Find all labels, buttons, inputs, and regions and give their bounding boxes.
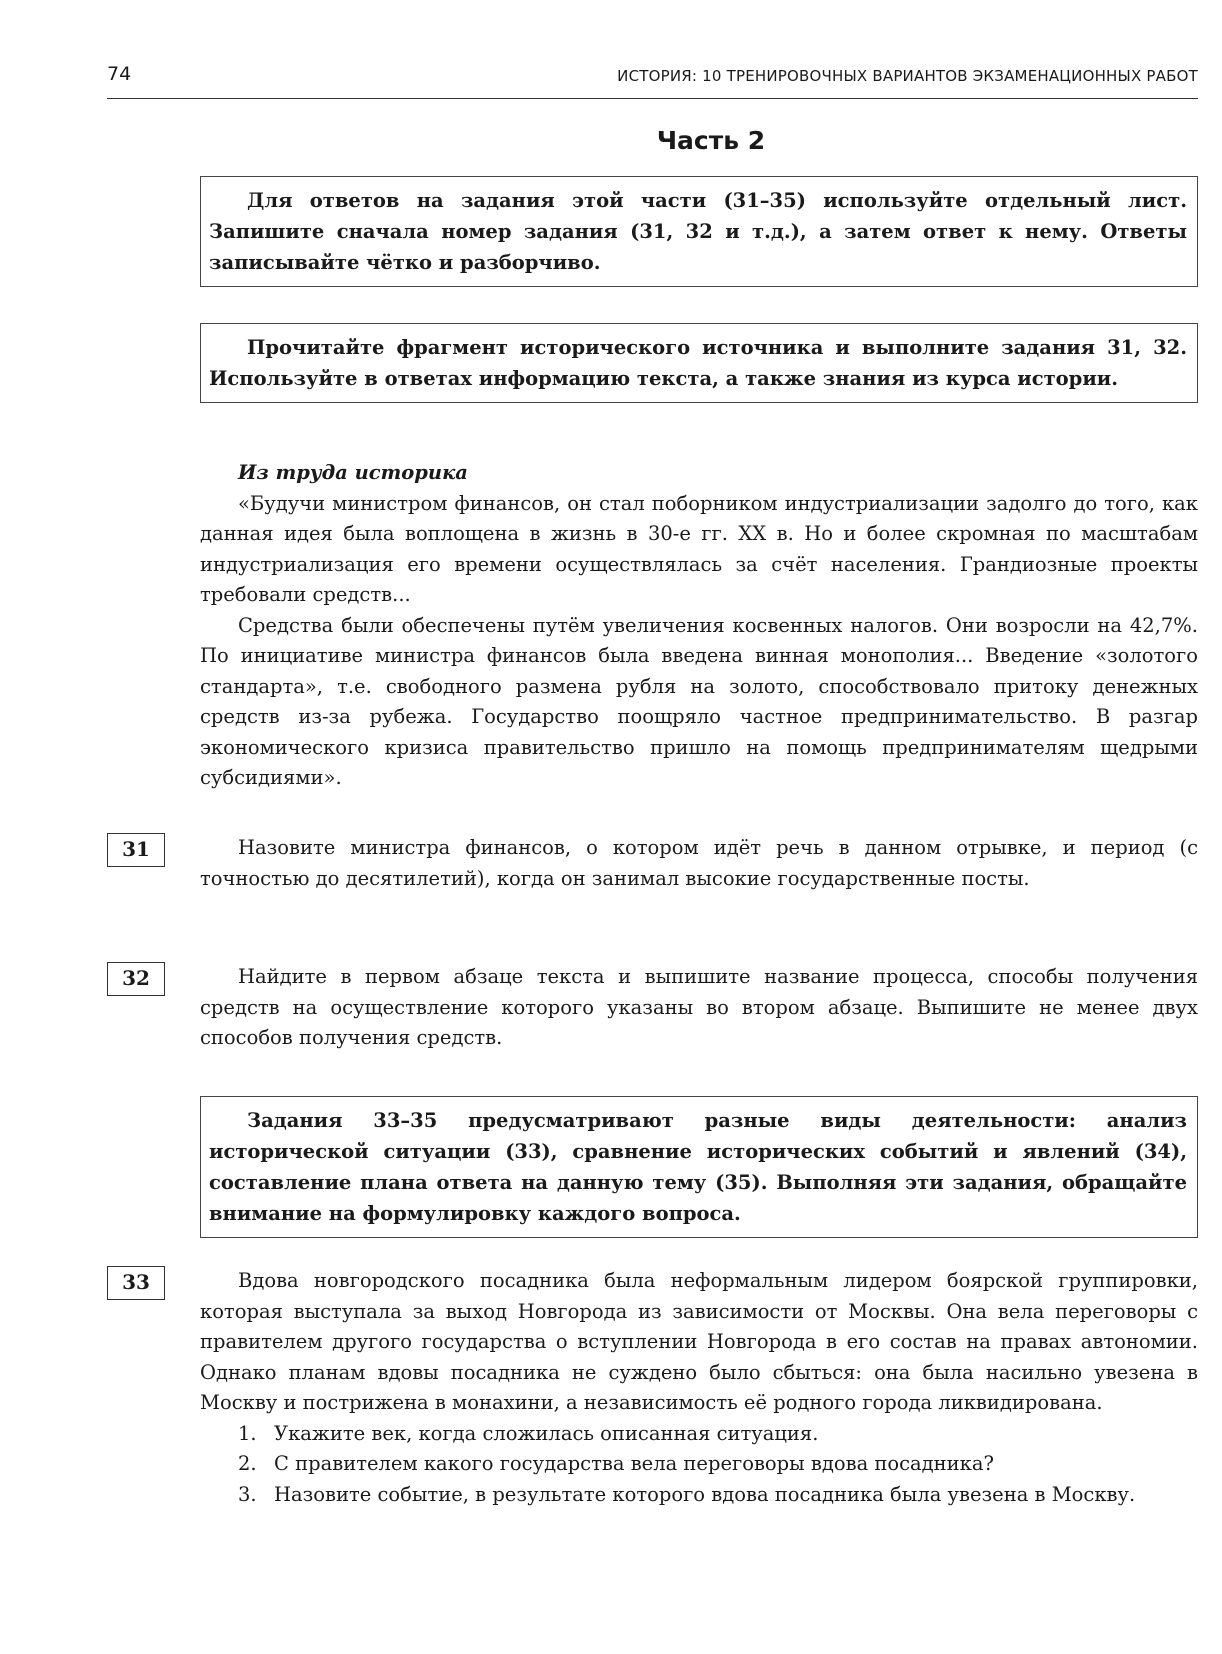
- question-item: [200, 1480, 1198, 1511]
- task-33: [107, 1266, 1198, 1510]
- question-text: Укажите век, когда сложилась описанная ситуация.: [274, 1421, 819, 1445]
- question-item: [200, 1449, 1198, 1480]
- instruction-box-tasks-33-35: Задания 33–35 предусматривают разные виды деятельности: анализ исторической ситуации (33), сравнение исторических событий и явлений (34), составление плана ответа на данную тему (35). Выполняя эти задания, обращайте внимание на формулировку каждого вопроса.: [200, 1096, 1198, 1238]
- page-number: 74: [107, 63, 132, 85]
- task-number-badge: 32: [107, 962, 165, 996]
- task-33-text: Вдова новгородского посадника была неформальным лидером боярской группировки, которая выступала за выход Новгорода из зависимости от Москвы. Она вела переговоры с правителем другого государства о вступлении Новгорода в его состав на правах автономии. Однако планам вдовы посадника не суждено было сбыться: она была насильно увезена в Москву и пострижена в монахини, а независимость её родного города ликвидирована.: [200, 1269, 1198, 1414]
- running-title: ИСТОРИЯ: 10 ТРЕНИРОВОЧНЫХ ВАРИАНТОВ ЭКЗАМЕНАЦИОННЫХ РАБОТ: [617, 67, 1198, 85]
- page-header: [107, 62, 1198, 99]
- instruction-box-answers: Для ответов на задания этой части (31–35) используйте отдельный лист. Запишите сначала номер задания (31, 32 и т.д.), а затем ответ к нему. Ответы записывайте чётко и разборчиво.: [200, 176, 1198, 287]
- instruction-box-source-tasks: Прочитайте фрагмент исторического источника и выполните задания 31, 32. Используйте в ответах информацию текста, а также знания из курса истории.: [200, 323, 1198, 403]
- task-33-questions: [200, 1419, 1198, 1511]
- historical-source: [200, 458, 1198, 794]
- source-paragraph-1: «Будучи министром финансов, он стал поборником индустриализации задолго до того, как данная идея была воплощена в жизнь в 30-е гг. XX в. Но и более скромная по масштабам индустриализация его времени осуществлялась за счёт населения. Грандиозные проекты требовали средств...: [200, 491, 1198, 606]
- question-number: 3.: [238, 1482, 257, 1506]
- question-item: [200, 1419, 1198, 1450]
- source-paragraph-2: Средства были обеспечены путём увеличения косвенных налогов. Они возросли на 42,7%. По инициативе министра финансов была введена винная монополия... Введение «золотого стандарта», т.е. свободного размена рубля на золото, способствовало притоку денежных средств из-за рубежа. Государство поощряло частное предпринимательство. В разгар экономического кризиса правительство пришло на помощь предпринимателям щедрыми субсидиями».: [200, 613, 1198, 789]
- question-number: 2.: [238, 1452, 257, 1475]
- question-text: С правителем какого государства вела переговоры вдова посадника?: [274, 1452, 994, 1475]
- question-number: 1.: [238, 1421, 257, 1445]
- task-number-badge: 33: [107, 1266, 165, 1300]
- task-32-text: Найдите в первом абзаце текста и выпишите название процесса, способы получения средств на осуществление которого указаны во втором абзаце. Выпишите не менее двух способов получения средств.: [200, 965, 1198, 1049]
- question-text: Назовите событие, в результате которого вдова посадника была увезена в Москву.: [274, 1482, 1136, 1506]
- part-title: Часть 2: [656, 126, 766, 155]
- source-title: Из труда историка: [238, 461, 468, 484]
- task-number-badge: 31: [107, 833, 165, 867]
- task-32: [107, 962, 1198, 1054]
- task-31: [107, 833, 1198, 894]
- task-31-text: Назовите министра финансов, о котором идёт речь в данном отрывке, и период (с точностью до десятилетий), когда он занимал высокие государственные посты.: [200, 836, 1198, 890]
